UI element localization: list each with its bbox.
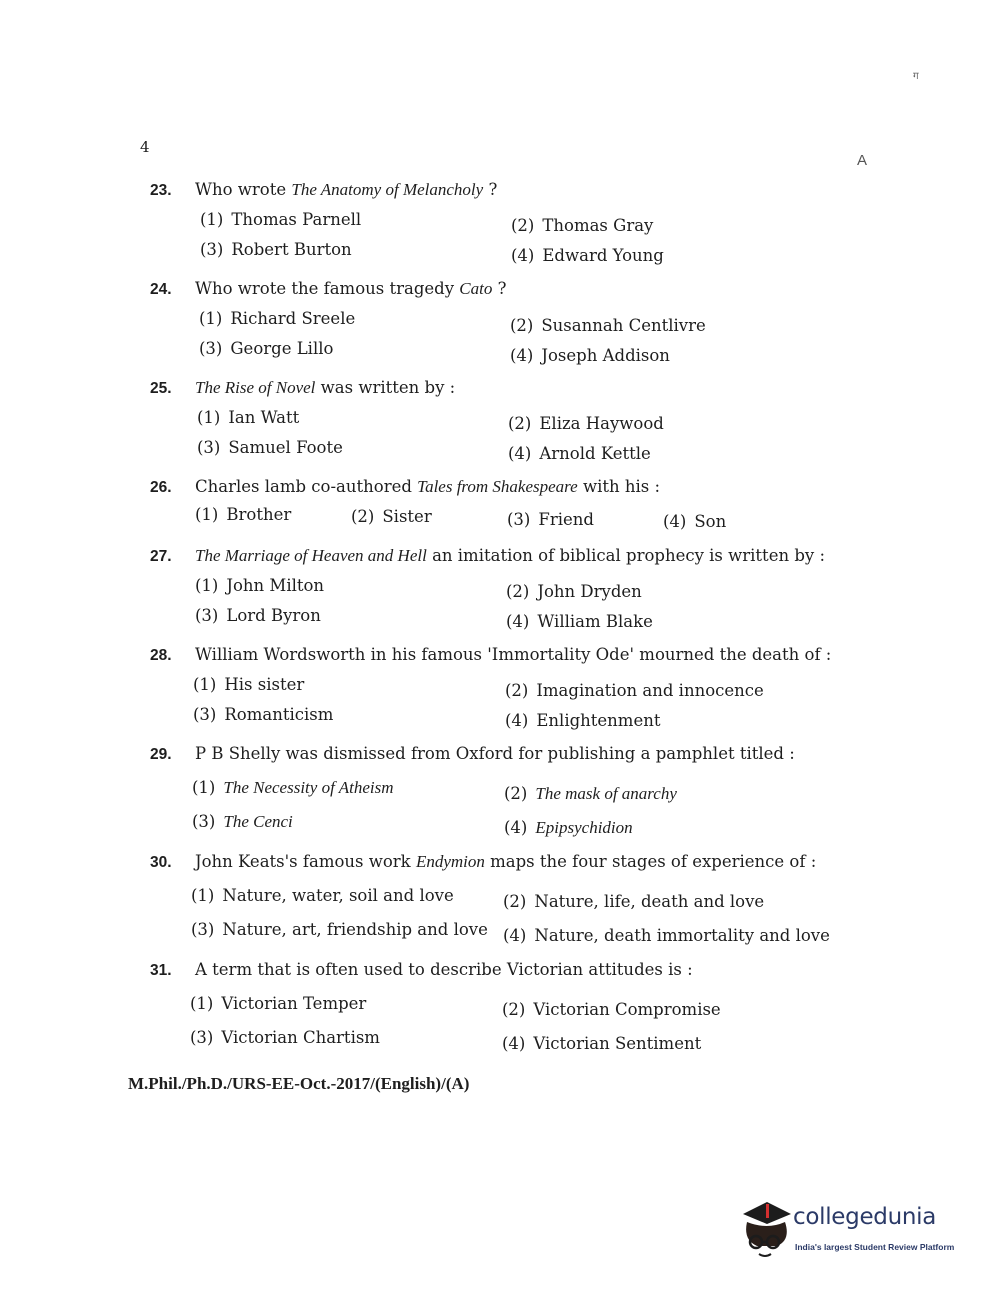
option-3: (3) Samuel Foote bbox=[197, 438, 343, 457]
question-27 bbox=[150, 546, 850, 631]
question-text: William Wordsworth in his famous 'Immortality Ode' mourned the death of : bbox=[195, 645, 832, 664]
question-text: A term that is often used to describe Victorian attitudes is : bbox=[195, 960, 693, 979]
options bbox=[195, 497, 850, 531]
option-2: (2) Eliza Haywood bbox=[508, 414, 664, 433]
question-number: 28. bbox=[150, 647, 172, 664]
option-4: (4) Victorian Sentiment bbox=[502, 1034, 702, 1053]
question-text: Who wrote the famous tragedy Cato ? bbox=[195, 279, 507, 298]
option-1: (1) Ian Watt bbox=[197, 408, 300, 427]
question-number: 31. bbox=[150, 962, 172, 979]
option-2: (2) Thomas Gray bbox=[511, 216, 654, 235]
option-4: (4) William Blake bbox=[506, 612, 653, 631]
option-1: (1) His sister bbox=[193, 675, 305, 694]
question-text: Who wrote The Anatomy of Melancholy ? bbox=[195, 180, 498, 199]
options bbox=[190, 980, 850, 1060]
options bbox=[195, 299, 850, 365]
options bbox=[195, 566, 850, 631]
option-4: (4) Arnold Kettle bbox=[508, 444, 651, 463]
option-3: (3) Robert Burton bbox=[200, 240, 352, 259]
option-2: (2) Nature, life, death and love bbox=[503, 892, 765, 911]
option-3: (3) Friend bbox=[507, 510, 594, 529]
question-text: John Keats's famous work Endymion maps the four stages of experience of : bbox=[195, 852, 817, 871]
option-1: (1) Brother bbox=[195, 505, 292, 524]
option-4: (4) Epipsychidion bbox=[504, 818, 633, 837]
options bbox=[193, 665, 850, 730]
mascot-icon bbox=[735, 1196, 795, 1260]
option-1: (1) John Milton bbox=[195, 576, 325, 595]
question-25 bbox=[150, 378, 850, 463]
option-4: (4) Son bbox=[663, 512, 727, 531]
option-2: (2) Sister bbox=[351, 507, 432, 526]
options bbox=[195, 398, 850, 463]
corner-mark: ग bbox=[913, 71, 919, 82]
question-number: 25. bbox=[150, 380, 172, 397]
question-31 bbox=[150, 960, 850, 1060]
question-number: 26. bbox=[150, 479, 172, 496]
option-1: (1) Victorian Temper bbox=[190, 994, 367, 1013]
question-24 bbox=[150, 279, 850, 365]
question-number: 27. bbox=[150, 548, 172, 565]
question-29 bbox=[150, 744, 850, 844]
option-1: (1) Richard Sreele bbox=[199, 309, 356, 328]
question-number: 23. bbox=[150, 182, 172, 199]
question-26 bbox=[150, 477, 850, 531]
option-3: (3) Lord Byron bbox=[195, 606, 321, 625]
question-text: Charles lamb co-authored Tales from Shakespeare with his : bbox=[195, 477, 661, 496]
options bbox=[192, 764, 850, 844]
brand-name: collegedunia bbox=[793, 1204, 937, 1230]
option-1: (1) The Necessity of Atheism bbox=[192, 778, 394, 797]
options bbox=[195, 200, 850, 265]
brand-tagline: India's largest Student Review Platform bbox=[795, 1242, 955, 1252]
question-30 bbox=[150, 852, 850, 952]
question-number: 29. bbox=[150, 746, 172, 763]
option-3: (3) Romanticism bbox=[193, 705, 334, 724]
option-4: (4) Joseph Addison bbox=[510, 346, 670, 365]
option-2: (2) Imagination and innocence bbox=[505, 681, 764, 700]
question-text: The Rise of Novel was written by : bbox=[195, 378, 456, 397]
collegedunia-logo bbox=[735, 1196, 965, 1266]
options bbox=[191, 872, 850, 952]
option-2: (2) John Dryden bbox=[506, 582, 642, 601]
option-4: (4) Edward Young bbox=[511, 246, 664, 265]
question-text: P B Shelly was dismissed from Oxford for publishing a pamphlet titled : bbox=[195, 744, 795, 763]
question-text: The Marriage of Heaven and Hell an imitation of biblical prophecy is written by : bbox=[195, 546, 826, 565]
option-2: (2) Susannah Centlivre bbox=[510, 316, 706, 335]
page-number: 4 bbox=[140, 138, 150, 156]
option-3: (3) Nature, art, friendship and love bbox=[191, 920, 488, 939]
series-code: A bbox=[857, 152, 868, 169]
option-3: (3) George Lillo bbox=[199, 339, 334, 358]
option-3: (3) The Cenci bbox=[192, 812, 293, 831]
question-number: 24. bbox=[150, 281, 172, 298]
question-28 bbox=[150, 645, 850, 730]
question-number: 30. bbox=[150, 854, 172, 871]
paper-code-footer: M.Phil./Ph.D./URS-EE-Oct.-2017/(English)/(A) bbox=[128, 1074, 470, 1093]
option-2: (2) The mask of anarchy bbox=[504, 784, 677, 803]
option-3: (3) Victorian Chartism bbox=[190, 1028, 380, 1047]
option-4: (4) Nature, death immortality and love bbox=[503, 926, 830, 945]
option-2: (2) Victorian Compromise bbox=[502, 1000, 721, 1019]
option-1: (1) Thomas Parnell bbox=[200, 210, 362, 229]
question-23 bbox=[150, 180, 850, 265]
option-1: (1) Nature, water, soil and love bbox=[191, 886, 454, 905]
option-4: (4) Enlightenment bbox=[505, 711, 661, 730]
